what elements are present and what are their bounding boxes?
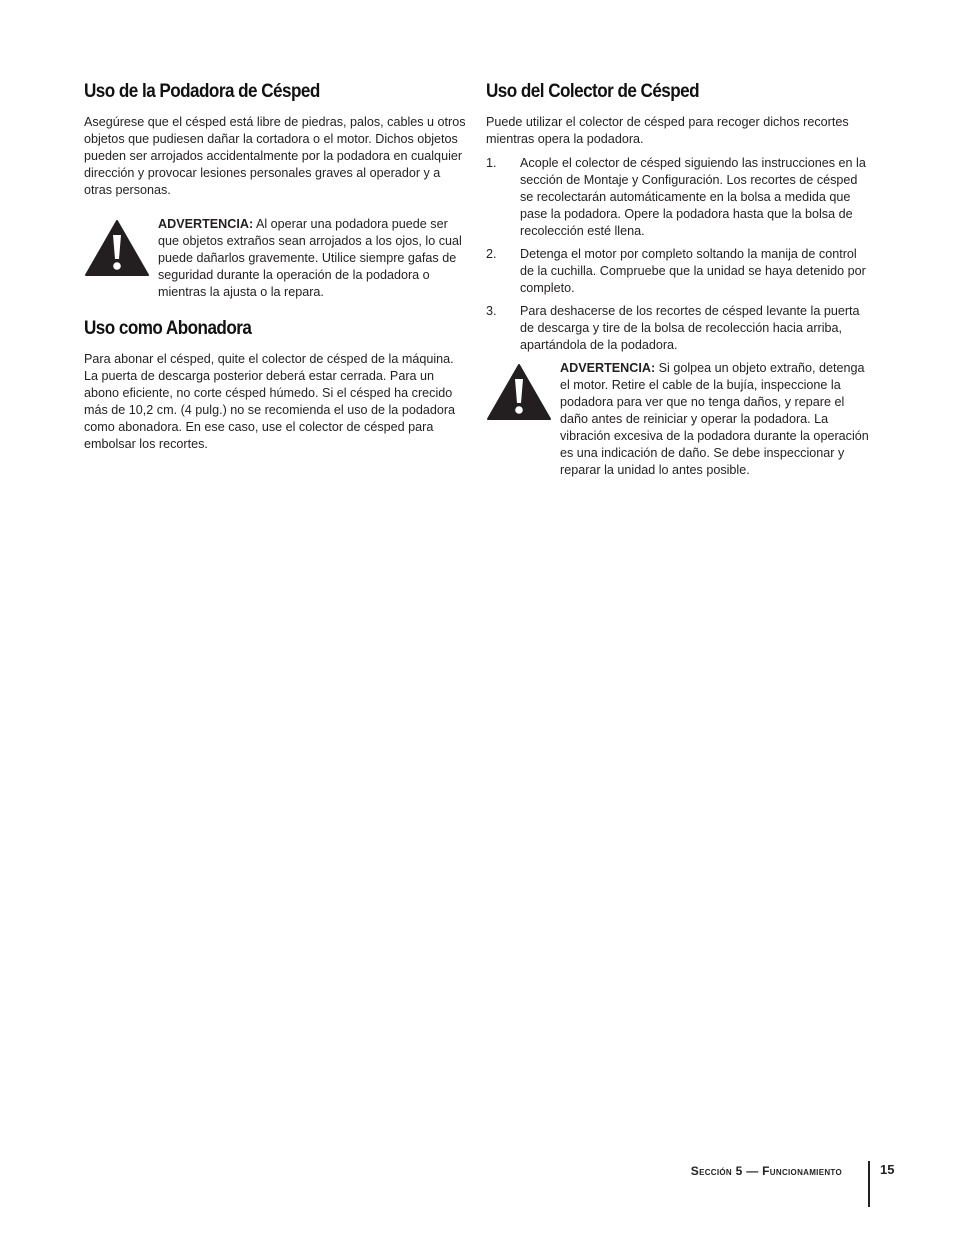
warning-block-1 xyxy=(84,216,468,301)
paragraph-uso-abonadora: Para abonar el césped, quite el colector de césped de la máquina. La puerta de descarga posterior deberá estar cerrada. Para un abono eficiente, no corte césped húmedo. Si el césped ha crecido más de 10,2 cm. (4 pulg.) no se recomienda el uso de la podadora como abonadora. En ese caso, use el colector de césped para embolsar los recortes. xyxy=(84,352,456,451)
paragraph-uso-podadora: Asegúrese que el césped está libre de piedras, palos, cables u otros objetos que pudiesen dañar la cortadora o el motor. Dichos objetos pueden ser arrojados accidentalmente por la podadora en cualquier dirección y provocar lesiones personales graves al operador y a otras personas. xyxy=(84,115,466,197)
list-item xyxy=(486,246,872,297)
warning-triangle-icon xyxy=(84,216,158,301)
step-text: Detenga el motor por completo soltando la manija de control de la cuchilla. Compruebe que la unidad se haya detenido por completo. xyxy=(520,247,866,295)
heading-uso-podadora: Uso de la Podadora de Césped xyxy=(84,81,320,102)
warning-body: Al operar una podadora puede ser que objetos extraños sean arrojados a los ojos, lo cual puede dañarlos gravemente. Utilice siempre gafas de seguridad durante la operación de la podadora o mientras la ajusta o la repara. xyxy=(158,217,462,299)
list-item xyxy=(486,155,872,240)
list-item xyxy=(486,303,872,354)
step-number: 1. xyxy=(486,156,497,170)
step-number: 2. xyxy=(486,247,497,261)
warning-text-1 xyxy=(158,216,468,301)
heading-uso-colector: Uso del Colector de Césped xyxy=(486,81,700,102)
left-column xyxy=(84,80,468,453)
warning-triangle-icon xyxy=(486,360,560,479)
warning-body: Si golpea un objeto extraño, detenga el motor. Retire el cable de la bujía, inspeccione la podadora para ver que no tenga daños, y repare el daño antes de reiniciar y operar la podadora. La vibración excesiva de la podadora durante la operación es una indicación de daño. Se debe inspeccionar y reparar la unidad lo antes posible. xyxy=(560,361,869,477)
page-number: 15 xyxy=(880,1162,895,1177)
warning-block-2 xyxy=(486,360,872,479)
warning-label: ADVERTENCIA: xyxy=(560,361,656,375)
warning-text-2 xyxy=(560,360,872,479)
step-text: Para deshacerse de los recortes de césped levante la puerta de descarga y tire de la bolsa de recolección hacia arriba, apartándola de la podadora. xyxy=(520,304,860,352)
step-number: 3. xyxy=(486,304,497,318)
heading-uso-abonadora: Uso como Abonadora xyxy=(84,318,252,339)
paragraph-colector-intro: Puede utilizar el colector de césped para recoger dichos recortes mientras opera la podadora. xyxy=(486,115,849,146)
warning-label: ADVERTENCIA: xyxy=(158,217,254,231)
footer-section-label: Sección 5 — Funcionamiento xyxy=(690,1164,842,1178)
step-text: Acople el colector de césped siguiendo las instrucciones en la sección de Montaje y Configuración. Los recortes de césped se recolectarán automáticamente en la bolsa a medida que pase la podadora. Opere la podadora hasta que la bolsa de recolección esté llena. xyxy=(520,156,866,238)
footer-divider xyxy=(868,1161,870,1207)
right-column xyxy=(486,80,872,479)
steps-list xyxy=(486,155,872,354)
